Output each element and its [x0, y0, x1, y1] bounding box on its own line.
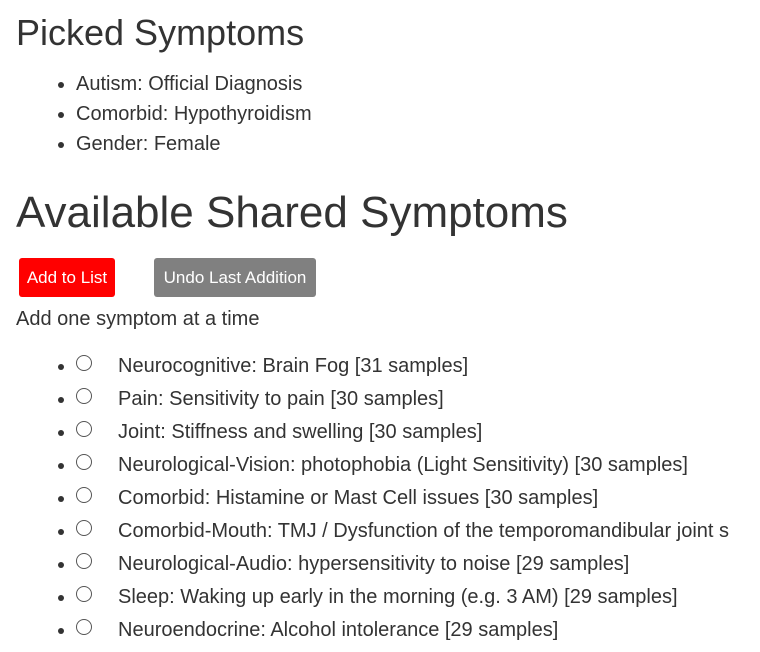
undo-last-addition-button[interactable]: Undo Last Addition — [154, 258, 316, 297]
symptom-label[interactable]: Neurological-Audio: hypersensitivity to noise [29 samples] — [118, 553, 630, 575]
symptom-option[interactable] — [76, 548, 760, 581]
available-symptoms-heading: Available Shared Symptoms — [16, 188, 568, 237]
picked-symptom-item: • Gender: Female — [76, 129, 312, 159]
symptom-radio[interactable] — [76, 454, 92, 470]
symptom-label[interactable]: Neurological-Vision: photophobia (Light Sensitivity) [30 samples] — [118, 454, 688, 476]
symptom-option[interactable] — [76, 581, 760, 614]
add-to-list-button[interactable]: Add to List — [19, 258, 115, 297]
instruction-text: Add one symptom at a time — [16, 308, 260, 330]
symptom-radio[interactable] — [76, 520, 92, 536]
symptom-option[interactable] — [76, 449, 760, 482]
symptom-radio[interactable] — [76, 487, 92, 503]
symptom-label[interactable]: Neuroendocrine: Alcohol intolerance [29 samples] — [118, 619, 559, 641]
symptom-option[interactable] — [76, 416, 760, 449]
symptom-label[interactable]: Comorbid-Mouth: TMJ / Dysfunction of the temporomandibular joint s — [118, 520, 730, 542]
available-symptoms-list — [0, 350, 760, 647]
symptom-radio[interactable] — [76, 355, 92, 371]
picked-symptoms-list — [0, 69, 312, 159]
symptom-option[interactable] — [76, 350, 760, 383]
symptom-option[interactable] — [76, 614, 760, 647]
symptom-radio[interactable] — [76, 553, 92, 569]
symptom-radio[interactable] — [76, 586, 92, 602]
symptom-label[interactable]: Joint: Stiffness and swelling [30 samples] — [118, 421, 483, 443]
picked-symptom-item: • Autism: Official Diagnosis — [76, 69, 312, 99]
picked-symptoms-heading: Picked Symptoms — [16, 12, 305, 53]
symptom-radio[interactable] — [76, 388, 92, 404]
symptom-label[interactable]: Comorbid: Histamine or Mast Cell issues [30 samples] — [118, 487, 599, 509]
symptom-label[interactable]: Neurocognitive: Brain Fog [31 samples] — [118, 355, 469, 377]
symptom-option[interactable] — [76, 482, 760, 515]
symptom-radio[interactable] — [76, 421, 92, 437]
picked-symptom-item: • Comorbid: Hypothyroidism — [76, 99, 312, 129]
symptom-option[interactable] — [76, 383, 760, 416]
symptom-label[interactable]: Pain: Sensitivity to pain [30 samples] — [118, 388, 444, 410]
symptom-radio[interactable] — [76, 619, 92, 635]
symptom-label[interactable]: Sleep: Waking up early in the morning (e.g. 3 AM) [29 samples] — [118, 586, 678, 608]
symptom-option[interactable] — [76, 515, 760, 548]
